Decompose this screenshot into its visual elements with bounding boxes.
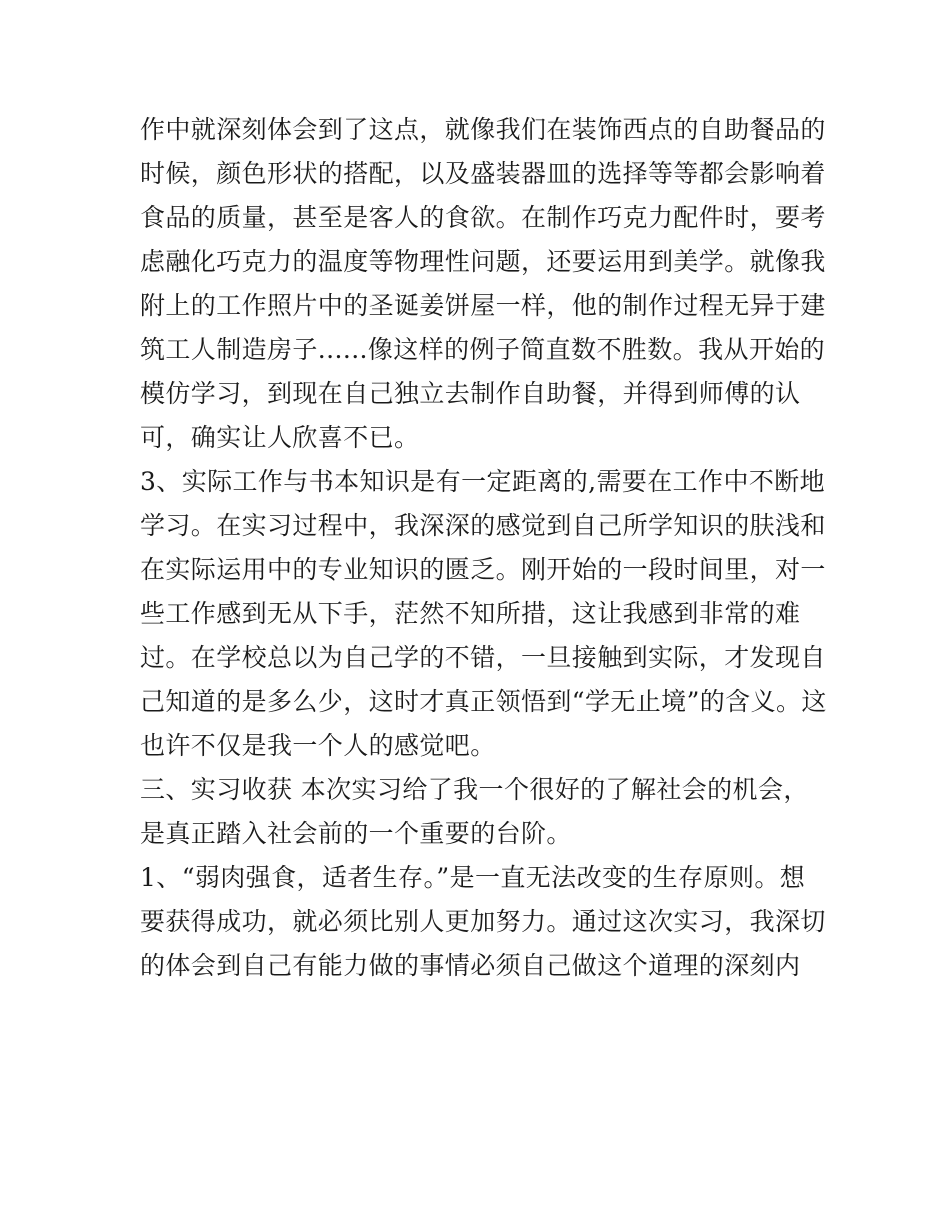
text-line: 虑融化巧克力的温度等物理性问题，还要运用到美学。就像我: [140, 247, 826, 276]
body-text: [140, 108, 827, 988]
text-line: 模仿学习，到现在自己独立去制作自助餐，并得到师傅的认: [140, 379, 801, 408]
text-line: 作中就深刻体会到了这点，就像我们在装饰西点的自助餐品的: [140, 115, 826, 144]
text-line: 是真正踏入社会前的一个重要的台阶。: [140, 819, 572, 848]
text-line: 筑工人制造房子......像这样的例子简直数不胜数。我从开始的: [140, 335, 826, 364]
text-line: 己知道的是多么少，这时才真正领悟到“学无止境”的含义。这: [140, 687, 827, 716]
text-line: 可，确实让人欣喜不已。: [140, 423, 420, 452]
text-line: 的体会到自己有能力做的事情必须自己做这个道理的深刻内: [140, 951, 801, 980]
text-line: 在实际运用中的专业知识的匮乏。刚开始的一段时间里，对一: [140, 555, 826, 584]
text-line: 食品的质量，甚至是客人的食欲。在制作巧克力配件时，要考: [140, 203, 826, 232]
text-line: 也许不仅是我一个人的感觉吧。: [140, 731, 496, 760]
text-line: 些工作感到无从下手，茫然不知所措，这让我感到非常的难: [140, 599, 801, 628]
text-line: 三、实习收获 本次实习给了我一个很好的了解社会的机会，: [140, 775, 809, 804]
text-line: 过。在学校总以为自己学的不错，一旦接触到实际，才发现自: [140, 643, 826, 672]
text-line: 学习。在实习过程中，我深深的感觉到自己所学知识的肤浅和: [140, 511, 826, 540]
text-line: 3、实际工作与书本知识是有一定距离的,需要在工作中不断地: [140, 467, 826, 496]
text-line: 要获得成功，就必须比别人更加努力。通过这次实习，我深切: [140, 907, 826, 936]
text-line: 时候，颜色形状的搭配，以及盛装器皿的选择等等都会影响着: [140, 159, 826, 188]
text-line: 1、“弱肉强食，适者生存。”是一直无法改变的生存原则。想: [140, 863, 806, 892]
text-line: 附上的工作照片中的圣诞姜饼屋一样，他的制作过程无异于建: [140, 291, 826, 320]
